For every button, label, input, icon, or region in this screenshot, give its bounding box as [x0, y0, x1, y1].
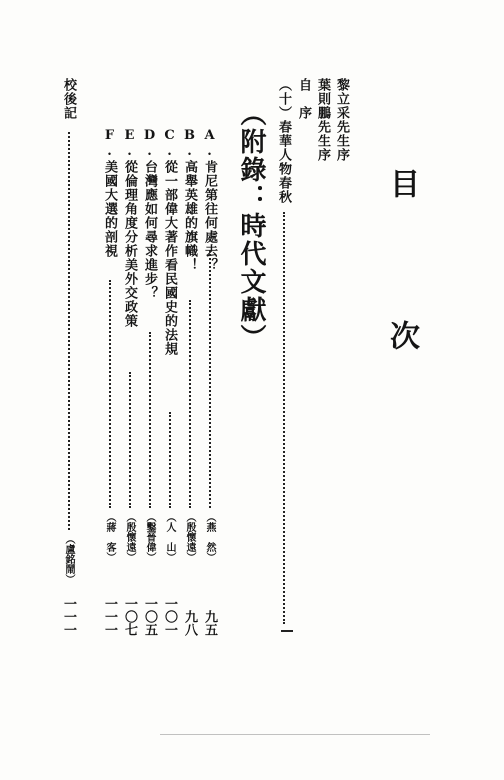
appendix-heading: （附錄：時代文獻）: [236, 100, 266, 352]
item-b-author: （殷懷遠）: [184, 512, 195, 562]
dot-leader: [109, 280, 111, 508]
item-c-page: 一〇一: [162, 597, 177, 636]
preface-li: 黎立采先生序: [334, 78, 349, 162]
item-f-letter: F.: [102, 128, 117, 160]
item-d-label: 台灣應如何尋求進步？: [142, 160, 157, 300]
postscript-title: 校後記: [61, 78, 76, 120]
item-e-label: 從倫理角度分析美外交政策: [122, 160, 137, 328]
item-b-letter: B.: [182, 128, 197, 160]
item-f-page: 一一一: [102, 597, 117, 636]
dot-leader: [68, 132, 70, 530]
dot-leader: [129, 372, 131, 508]
page-title: 目 次: [384, 168, 419, 396]
item-e-letter: E.: [122, 128, 137, 160]
item-c-author: （人 山）: [164, 512, 175, 562]
item-c-letter: C.: [162, 128, 177, 160]
item-f-author: （蔣 客）: [104, 512, 115, 562]
item-e-author: （殷懷遠）: [124, 512, 135, 562]
scan-artifact-line: [160, 734, 430, 735]
chapter-10-title: （十）春華人物春秋: [276, 78, 291, 204]
postscript-page: 一一一: [61, 597, 76, 636]
dot-leader: [209, 250, 211, 508]
item-f-label: 美國大選的剖視: [102, 160, 117, 258]
item-a-letter: A.: [202, 128, 217, 160]
item-b-title: [183, 128, 196, 272]
item-e-title: [123, 128, 136, 328]
item-a-author: （燕 然）: [204, 512, 215, 562]
preface-ye: 葉則鵬先生序: [315, 78, 330, 162]
dot-leader: [189, 300, 191, 508]
dot-leader: [149, 332, 151, 508]
preface-author: 自 序: [296, 78, 311, 120]
postscript-author: （盧銘鬧）: [63, 534, 74, 584]
item-a-page: 九五: [202, 610, 217, 636]
item-d-letter: D.: [142, 128, 157, 160]
item-d-page: 一〇五: [142, 597, 157, 636]
item-b-page: 九八: [182, 610, 197, 636]
page-one-mark: [281, 630, 293, 632]
item-d-author: （鑿晉偉）: [144, 512, 155, 562]
item-d-title: [143, 128, 156, 300]
item-a-label: 肯尼第往何處去？: [202, 160, 217, 272]
dot-leader: [283, 212, 285, 624]
item-e-page: 一〇七: [122, 597, 137, 636]
item-f-title: [103, 128, 116, 258]
item-b-label: 高舉英雄的旗幟！: [182, 160, 197, 272]
item-c-label: 從一部偉大著作看民國史的法規: [162, 160, 177, 356]
dot-leader: [169, 412, 171, 508]
item-c-title: [163, 128, 176, 356]
